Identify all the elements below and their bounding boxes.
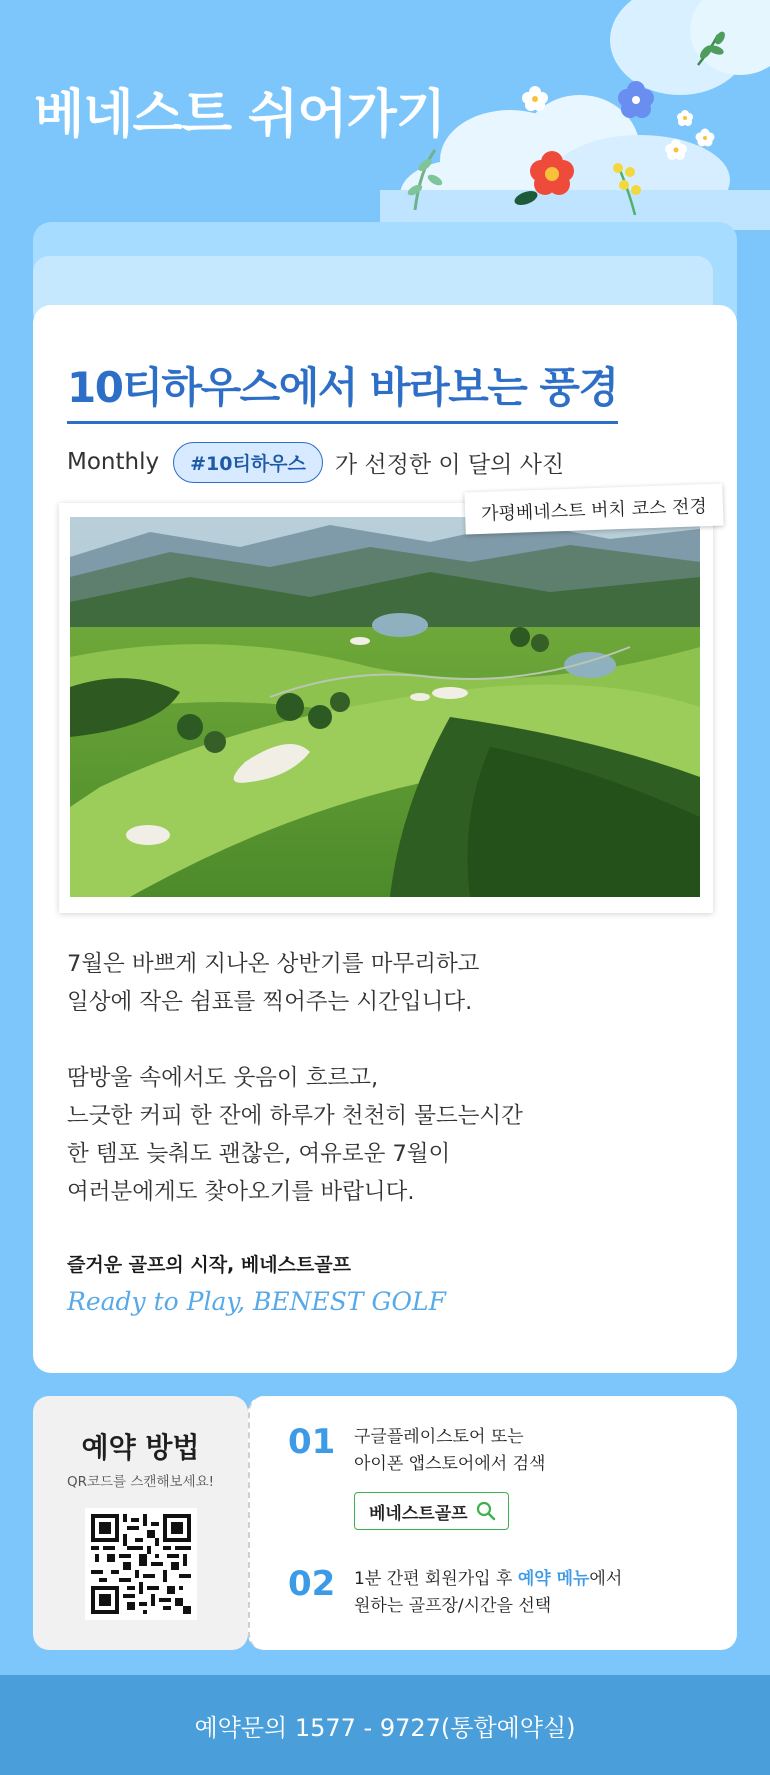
step-1-text — [354, 1424, 545, 1478]
app-search-label: 베네스트골프 — [369, 1503, 468, 1524]
tagline-english: Ready to Play, BENEST GOLF — [67, 1287, 446, 1316]
monthly-subline — [67, 441, 564, 483]
body-line: 여러분에게도 찾아오기를 바랍니다. — [67, 1179, 415, 1205]
app-search-button[interactable] — [354, 1492, 509, 1530]
feature-card — [33, 305, 737, 1373]
body-line: 7월은 바쁘게 지나온 상반기를 마무리하고 — [67, 951, 480, 977]
body-line: 한 템포 늦춰도 괜찮은, 여유로운 7월이 — [67, 1141, 451, 1167]
step-2-line-1-post: 에서 — [589, 1569, 623, 1589]
body-text — [67, 945, 707, 1211]
flower-cloud-decoration — [380, 0, 770, 230]
reservation-qr-panel — [33, 1396, 248, 1650]
contact-text[interactable]: 예약문의 1577 - 9727(통합예약실) — [194, 1713, 576, 1742]
step-1-number: 01 — [288, 1422, 336, 1462]
page-title: 베네스트 쉬어가기 — [34, 85, 445, 145]
body-line: 일상에 작은 쉼표를 찍어주는 시간입니다. — [67, 989, 473, 1015]
reservation-title: 예약 방법 — [81, 1431, 200, 1464]
step-2-text — [354, 1566, 622, 1620]
step-2-number: 02 — [288, 1564, 336, 1604]
step-1-line-1: 구글플레이스토어 또는 — [354, 1427, 524, 1447]
card-title: 10티하우스에서 바라보는 풍경 — [67, 355, 618, 424]
photo-caption: 가평베네스트 버치 코스 전경 — [464, 484, 723, 535]
reservation-menu-highlight: 예약 메뉴 — [517, 1569, 590, 1589]
body-line: 땀방울 속에서도 웃음이 흐르고, — [67, 1065, 379, 1091]
photo-frame — [59, 503, 713, 913]
reservation-subtitle: QR코드를 스캔해보세요! — [66, 1474, 215, 1490]
tagline-korean: 즐거운 골프의 시작, 베네스트골프 — [67, 1254, 352, 1276]
step-2-line-1 — [354, 1566, 622, 1593]
body-line: 느긋한 커피 한 잔에 하루가 천천히 물드는시간 — [67, 1103, 523, 1129]
monthly-suffix: 가 선정한 이 달의 사진 — [334, 451, 565, 478]
golf-course-photo — [70, 517, 700, 897]
search-icon — [476, 1501, 496, 1521]
step-1-line-2: 아이폰 앱스토어에서 검색 — [354, 1454, 546, 1474]
qr-code[interactable] — [85, 1508, 197, 1620]
step-2-line-2: 원하는 골프장/시간을 선택 — [354, 1596, 552, 1616]
monthly-label: Monthly — [67, 449, 160, 475]
reservation-steps-panel — [248, 1396, 737, 1650]
step-2-line-1-pre: 1분 간편 회원가입 후 — [354, 1569, 518, 1589]
hashtag-badge[interactable]: #10티하우스 — [173, 442, 323, 483]
contact-footer — [0, 1675, 770, 1775]
